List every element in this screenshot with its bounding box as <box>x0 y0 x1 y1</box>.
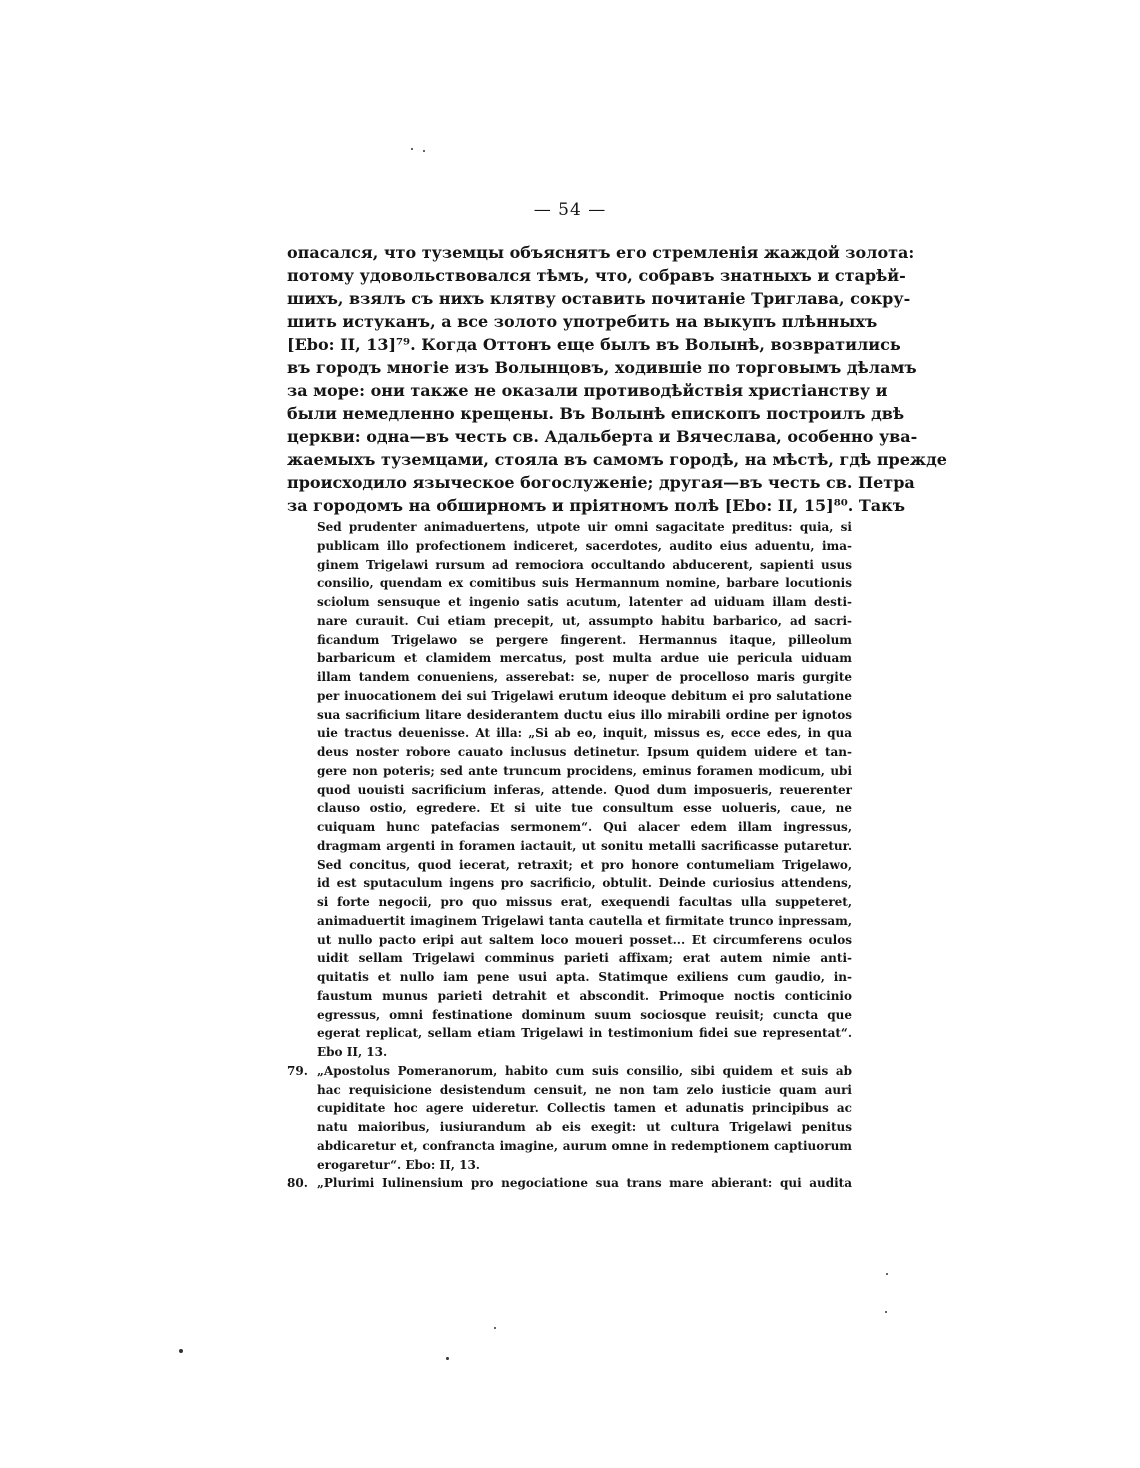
footnote-line: cuiquam hunc patefacias sermonem“. Qui alacer edem illam ingressus, <box>317 820 852 834</box>
footnote-line: erogaretur“. Ebo: II, 13. <box>317 1157 480 1172</box>
footnote-number: 79. <box>287 1063 308 1078</box>
footnote-line: deus noster robore cauato inclusus detinetur. Ipsum quidem uidere et tan- <box>317 745 852 759</box>
footnote-line: faustum munus parieti detrahit et abscondit. Primoque noctis conticinio <box>317 988 852 1003</box>
main-text-line: за море: они также не оказали противодѣйствія христіанству и <box>287 381 888 400</box>
footnote-line: quod uouisti sacrificium inferas, attende. Quod dum imposueris, reuerenter <box>317 782 852 797</box>
footnote-line: hac requisicione desistendum censuit, ne non tam zelo iusticie quam auri <box>317 1082 852 1097</box>
footnote-line: quitatis et nullo iam pene usui apta. Statimque exiliens cum gaudio, in- <box>317 970 852 984</box>
footnote-79 <box>287 1062 852 1175</box>
scan-speck <box>494 1327 496 1329</box>
footnote-line: sciolum sensuque et ingenio satis acutum, latenter ad uiduam illam desti- <box>317 595 852 609</box>
main-text-line: шить истуканъ, а все золото употребить на выкупъ плѣнныхъ <box>287 312 878 331</box>
footnote-line: Ebo II, 13. <box>317 1045 388 1059</box>
footnote-line: ut nullo pacto eripi aut saltem loco moueri posset... Et circumferens oculos <box>317 932 852 947</box>
footnote-line: uidit sellam Trigelawi comminus parieti affixam; erat autem nimie anti- <box>317 951 852 966</box>
main-text-line: шихъ, взялъ съ нихъ клятву оставить почитаніе Триглава, сокру- <box>287 289 911 308</box>
footnotes <box>287 518 852 1193</box>
footnote-line: publicam illo profectionem indiceret, sacerdotes, audito eius aduentu, ima- <box>317 538 852 553</box>
footnote-line: illam tandem conueniens, asserebat: se, nuper de procelloso maris gurgite <box>317 670 852 684</box>
footnote-line: uie tractus deuenisse. At illa: „Si ab eo, inquit, missus es, ecce edes, in qua <box>317 726 852 741</box>
footnote-line: clauso ostio, egredere. Et si uite tue consultum esse uolueris, caue, ne <box>317 801 852 816</box>
page-number: — 54 — <box>533 200 607 220</box>
footnote-line: per inuocationem dei sui Trigelawi erutum ideoque debitum ei pro salutatione <box>317 688 852 703</box>
footnote-line: sua sacrificium litare desiderantem ductu eius illo mirabili ordine per ignotos <box>317 707 852 722</box>
footnote-line: ficandum Trigelawo se pergere fingerent. Hermannus itaque, pilleolum <box>317 632 852 647</box>
scan-speck <box>179 1349 183 1353</box>
footnote-line: egressus, omni festinatione dominum suum sociosque reuisit; cuncta que <box>317 1007 852 1022</box>
footnote-80 <box>287 1174 852 1193</box>
footnote-78-continuation <box>287 518 852 1062</box>
main-text-line: опасался, что туземцы объяснятъ его стремленія жаждой золота: <box>287 243 915 262</box>
footnote-line: barbaricum et clamidem mercatus, post multa ardue uie pericula uiduam <box>317 651 852 666</box>
footnote-line: nare curauit. Cui etiam precepit, ut, assumpto habitu barbarico, ad sacri- <box>317 613 852 628</box>
footnote-line: cupiditate hoc agere uideretur. Collectis tamen et adunatis principibus ac <box>317 1101 852 1116</box>
footnote-number: 80. <box>287 1176 308 1191</box>
footnote-line: Sed concitus, quod iecerat, retraxit; et pro honore contumeliam Trigelawo, <box>317 857 852 872</box>
footnote-line: id est sputaculum ingens pro sacrificio, obtulit. Deinde curiosius attendens, <box>317 876 852 891</box>
main-text-line: за городомъ на обширномъ и пріятномъ полѣ [Ebo: II, 15]⁸⁰. Такъ <box>287 496 905 515</box>
footnote-line: natu maioribus, iusiurandum ab eis exegit: ut cultura Trigelawi penitus <box>317 1120 852 1134</box>
footnote-line: Sed prudenter animaduertens, utpote uir omni sagacitate preditus: quia, si <box>317 520 852 534</box>
main-text-line: церкви: одна—въ честь св. Адальберта и Вячеслава, особенно ува- <box>287 427 918 446</box>
footnote-line: si forte negocii, pro quo missus erat, exequendi facultas ulla suppeteret, <box>317 895 852 909</box>
main-text-line: происходило языческое богослуженіе; другая—въ честь св. Петра <box>287 473 915 492</box>
footnote-line: „Apostolus Pomeranorum, habito cum suis consilio, sibi quidem et suis ab <box>317 1063 852 1078</box>
scan-speck <box>423 150 425 152</box>
scan-speck <box>886 1273 888 1275</box>
footnote-line: egerat replicat, sellam etiam Trigelawi in testimonium fidei sue representat“. <box>317 1026 852 1041</box>
footnote-body <box>317 1174 852 1193</box>
footnote-body <box>317 1062 852 1175</box>
main-text-line: въ городъ многіе изъ Волынцовъ, ходившіе по торговымъ дѣламъ <box>287 358 917 377</box>
footnote-line: abdicaretur et, confrancta imagine, aurum omne in redemptionem captiuorum <box>317 1138 852 1153</box>
footnote-line: gere non poteris; sed ante truncum procidens, eminus foramen modicum, ubi <box>317 763 852 778</box>
footnote-line: dragmam argenti in foramen iactauit, ut sonitu metalli sacrificasse putaretur. <box>317 838 852 853</box>
main-text-line: были немедленно крещены. Въ Волынѣ епископъ построилъ двѣ <box>287 404 905 423</box>
scan-speck <box>411 148 413 150</box>
main-text-line: [Ebo: II, 13]⁷⁹. Когда Оттонъ еще былъ въ Волынѣ, возвратились <box>287 335 901 354</box>
main-text-line: потому удовольствовался тѣмъ, что, собравъ знатныхъ и старѣй- <box>287 266 906 285</box>
footnote-line: „Plurimi Iulinensium pro negociatione sua trans mare abierant: qui audita <box>317 1176 852 1191</box>
main-text <box>287 241 947 517</box>
scan-speck <box>446 1357 449 1360</box>
footnote-line: animaduertit imaginem Trigelawi tanta cautella et firmitate trunco inpressam, <box>317 913 852 928</box>
scan-speck <box>885 1311 887 1313</box>
footnote-line: ginem Trigelawi rursum ad remociora occultando abducerent, sapienti usus <box>317 557 852 572</box>
footnote-line: consilio, quendam ex comitibus suis Hermannum nomine, barbare locutionis <box>317 576 852 591</box>
main-text-line: жаемыхъ туземцами, стояла въ самомъ городѣ, на мѣстѣ, гдѣ прежде <box>287 450 947 469</box>
